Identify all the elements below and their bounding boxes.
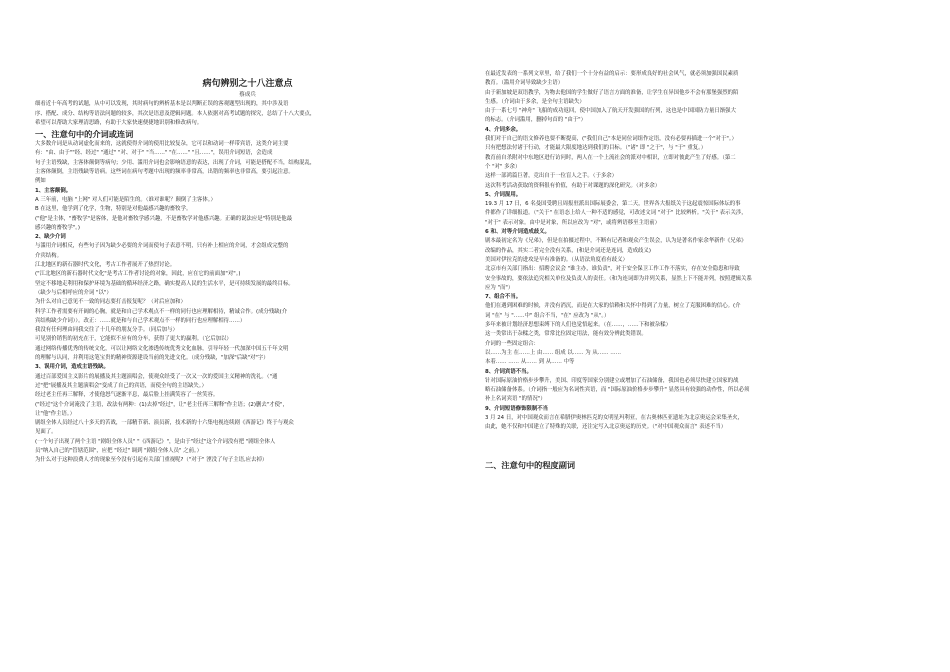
- text-line: 词 "在" 与 "……中" 组合不当，"在" 应改为 "从"。）: [485, 312, 610, 319]
- text-line: 只有把想法付诸于行动，才能最大限度地达到我们的目标。（"诸" 即 "之于"，与 "于" 重复。）: [485, 145, 707, 152]
- text-line: 由于新加坡是双语教学，为物去他国的学生做好了语言方面的准备，让学生在异国他乡不会有那堡强烈的陌: [485, 89, 739, 96]
- text-line: 宾结构缺少介词））。改正：……就是和与自己学术观点不一样的同行也应理解相待……）: [35, 317, 246, 324]
- text-line: ("他"是主体，"畜牧学"是客体，是他对畜牧学感兴趣，不是畜牧学对他感兴趣。正确的说法应是"特别是他最: [35, 215, 293, 222]
- text-line: 改编的作品，其实二者完全没有关系，(和是介词还是连词，造成歧义): [485, 247, 651, 254]
- text-line: 科学工作者需要有开阔的心胸，就是和自己学术观点不一样的同行也应理解相待，精诚合作。(成分残缺(介: [35, 308, 288, 315]
- text-line: 略石油储备体系。（介词指一般应为名词性宾语，而 "国际原油价格步步攀升" 显然具有较强的动作性，所以必须: [485, 387, 750, 394]
- text-line: 经过老主任再三解释，才使他怒气逐渐平息，最后脸上挂满笑容了一丝笑容。: [35, 392, 219, 399]
- text-line: 美国对伊拉克的进攻是早有准备的。（从语法角度看有歧义）: [485, 256, 628, 263]
- text-line: 句子主语残缺，主客体颠倒等病句；少用、滥用介词也会影响语意的表达，出现了介词，可能是搭配不当，结构混乱，: [35, 159, 316, 166]
- subsection-7-body: [485, 302, 908, 367]
- text-line: 教育前自杀附对中东地区进行访问时，两人在一个上流社会的派对中相识，立即对彼此产生了好感。（第二: [485, 154, 736, 161]
- text-line: 剧本最初定名为《兄弟》，但是在拍摄过程中，不断有记者和观众产生误会，认为是著名作家余华新作《兄弟》: [485, 238, 747, 245]
- text-line: ("经过"这个介词淹没了主语，改法有两种：(1)去掉"经过"，让"老主任再三解释"作主语；(2)删去"才使"，: [35, 401, 288, 408]
- text-line: ("江北地区的新石器时代文化"是考古工作者讨论的对象，因此，应在它的前面加"对"。): [35, 271, 241, 278]
- text-line: 大多数介词是从动词虚化而来的，这就使得介词的使用比较复杂，它可以和动词一样带宾语，这类介词主要: [35, 141, 289, 148]
- subheading-4: 4、介词多余。: [485, 126, 522, 133]
- subsection-9-body: [485, 414, 908, 433]
- text-line: B 在这里，他学到了化学，生物，特别是对他最感兴趣的畜牧学。: [35, 206, 192, 213]
- text-line: 针对国际原油价格步步攀升，美国、印度等国家分别建立或增加了石油储备，我国也必须尽快建立国家的战: [485, 377, 739, 384]
- text-line: 这次科考活动获取的资料很有价值，有助于对课题的深化研究。（对多余）: [485, 182, 661, 189]
- text-line: 例如: [35, 178, 46, 185]
- text-line: 为什么对于这种浪费人才的现象至今没有引起有关部门重视呢?（"对于" 湮没了句子主语,应去掉）: [35, 457, 268, 464]
- text-line: 有："由、由于""经、经过" "通过" "对、对于" "当……" "在……" "且……"，误用介词短语，会造成: [35, 150, 273, 157]
- section1-intro: [35, 140, 460, 186]
- text-line: 坚定不移地走利用和保护环境为基础的循环经济之路，确实提高人民的生活水平，是可持续发展的最终目标。: [35, 280, 294, 287]
- text-line: 介词的一些固定组合：: [485, 340, 539, 347]
- subsection-1-body: [35, 196, 460, 233]
- text-line: 件都作了详细报道。（"关于" 在语态上给人一种不适的感觉，可改述文词 "对于" 比较辨析。"关于" 表示关涉，: [485, 210, 747, 217]
- text-line: 多年来被计划经济思想束缚下的人们也觉悟起来。（在……，……下和被杂糅）: [485, 322, 671, 329]
- document-title: 病句辨别之十八注意点: [202, 79, 293, 89]
- text-line: 介宾结构。: [35, 252, 62, 259]
- text-line: 主客体颠倒，主语残缺等语病。这些词在病句考题中出现的频率非常高，出错的频率也非常高，要引起注意。: [35, 169, 294, 176]
- text-line: 感兴趣的畜牧学"。): [35, 224, 81, 231]
- subsection-2-body: [35, 242, 460, 363]
- text-line: 安全事故的，要依法追究相关单位及负责人的责任。（和为连词即为并列关系，显然上下不能并列，按照逻辑关系: [485, 275, 752, 282]
- subsection-4-body: [485, 135, 908, 191]
- text-line: 由于一系七号 "神舟" 飞船的成功返回，使中国加入了航天开发强国的行列，这也是中国国防力量日渐强大: [485, 108, 736, 115]
- right-column: [485, 0, 908, 471]
- subheading-9: 9、介词短语修饰限制不当: [485, 405, 549, 412]
- text-line: 通过网络传播优秀的传统文化，可以让网络文化渗透传统优秀文化血脉，引导年轻一代加深中国五千年文明: [35, 345, 289, 352]
- text-line: 北京市有关部门指出：招聘会议会 "谁主办，谁负责"，对于安全保卫工作工作不落实，存在安全隐患和导致: [485, 266, 740, 273]
- subheading-5: 5、介词混用。: [485, 191, 522, 198]
- text-line: 这样一部鸿篇巨著，竞出自于一位盲人之手。（于多余）: [485, 173, 618, 180]
- text-line: 细看近十年高考的试题，从中可以发现，其时病句的辨析基本是以判断正误的客观题型出现的，其中涉及语: [35, 101, 289, 108]
- text-line: 以……为主 在……上 由…… 组成 以…… 为 从…… ……: [485, 349, 621, 356]
- text-line: 我没有任何理由同我交往了十几年的朋友分手。（同后加与）: [35, 327, 178, 334]
- text-line: 由此，她不仅和中国建立了特殊的关联，还注定写入北京奥运的历史。（"对中国观众而言" 表述不当）: [485, 424, 727, 431]
- subsection-5-body: [485, 200, 908, 228]
- left-column: [35, 0, 460, 466]
- text-line: 过"把"展播及其主题演唱会"变成了自己的宾语，而使全句的主语缺失。）: [35, 382, 207, 389]
- text-line: 可见别价销售的初充在于，它能似不应有的分车，获得了更大的赢利。（它后加以）: [35, 336, 232, 343]
- continued-text: [485, 70, 908, 126]
- section-heading-1: 一、注意句中的介词或连词: [35, 129, 134, 140]
- text-line: 补上名词宾语 "的情况"）: [485, 396, 546, 403]
- text-line: 与滥用介词相反，有些句子因为缺少必要的介词而使句子表意不明，只有补上相应的介词，才会组成完整的: [35, 243, 289, 250]
- subsection-6-body: [485, 237, 908, 293]
- text-line: 我们对于自己的语文修养也要不断提高，("我们自己"本是同位词组作定语，没有必要再插进一个"对于"。）: [485, 136, 737, 143]
- subsection-8-body: [485, 377, 908, 405]
- intro-paragraph: [35, 100, 460, 128]
- text-line: 江北地区的新石器时代文化，考古工作者展开了热烈讨论。: [35, 262, 176, 269]
- text-line: (一个句子出现了两个主语 "剧组全体人员" "《西游记》"，是由于"经过"这个介词没有把 "剧组全体人: [35, 438, 276, 445]
- section-heading-2: 二、注意句中的程度副词: [485, 459, 576, 470]
- text-line: 为什么对自己意见不一致的同志要打击报复呢？（对后应加和）: [35, 299, 186, 306]
- subheading-1: 1、主客颠倒。: [35, 187, 72, 194]
- text-line: 希望可以帮助大家理清思路，有助于大家快速便捷地识别和修改病句。: [35, 119, 203, 126]
- subsection-3-body: [35, 373, 460, 466]
- text-line: 个 "对" 多余）: [485, 163, 521, 170]
- text-line: 教育。（滥用介词导致缺少主语）: [485, 80, 564, 87]
- author: 蔡成兵: [239, 92, 256, 98]
- subheading-3: 3、误用介词，造成主语残缺。: [35, 364, 109, 371]
- text-line: 他们在遇到困难的时候，并没有消沉，而是在大家的信赖和关怀中得到了力量，树立了克服困难的信心。(介: [485, 303, 741, 310]
- text-line: （缺少与后相呼应的介词 "以"）: [35, 289, 112, 296]
- text-line: 应为 "而"）: [485, 284, 514, 291]
- text-line: 这一类常出于杂糅之类，常常比位固定用法，能有效分辨此类错误。: [485, 331, 647, 338]
- text-line: 生感。（介词由于多余，是全句主语缺失）: [485, 98, 585, 105]
- subheading-7: 7、组合不当。: [485, 294, 522, 301]
- subheading-6: 6 和、对等介词造成歧义。: [485, 229, 550, 236]
- text-line: 3 月 24 日，对中国观众而言在希腊伊奥林匹克的女明星玛利亚，在古奥林匹亚遗址为北京奥运会采集圣火，: [485, 414, 744, 421]
- text-line: 序、搭配、成分、结构等语法问题的较多，其次是语意及逻辑问题。本人依据对高考试题的探究，总结了十八大要点，: [35, 110, 316, 117]
- text-line: 的标志。（介词滥用，删掉句首的 "由于"）: [485, 117, 587, 124]
- subheading-8: 8、介词宾语不当。: [485, 368, 532, 375]
- subheading-2: 2、缺少介词: [35, 234, 66, 241]
- text-line: "对于" 表示对象。由中是对象，所以应改为 "对"，或将辨语移至主语前）: [485, 219, 661, 226]
- text-line: 19.3 月 17 日，6 名曼国受聘且周报驻派出国际展委会，第二天，世界各大报纸关于这起震惊国际体坛的事: [485, 201, 741, 208]
- text-line: 通过百部爱国主义影片的展播及其主题演唱会，使观众经受了一次又一次的爱国主义精神的洗礼。（"通: [35, 373, 278, 380]
- text-line: 的理解与认同，并利用这笔宝贵的精神资源建设当前的先进文化。（成分残缺，"加深"后缺"对"字）: [35, 355, 269, 362]
- text-line: 让"他"作主语。）: [35, 410, 75, 417]
- text-line: 在最近发表的一系列文章里，给了我们一个十分有益的启示：要形成良好的社会风气，就必须加强国民素质: [485, 71, 739, 77]
- text-line: 员"纳入自己的"管辖范围"，应把 "经过" 调到 "剧组全体人员" 之前。）: [35, 447, 203, 454]
- text-line: A 三年前，电脑 "上网" 对人们可能是陌生的。（谁对谁呢？颠倒了主客体。）: [35, 196, 216, 203]
- text-line: 见面了。: [35, 429, 57, 436]
- text-line: 剧组全体人员经过八十多天的苦战，一部精节新、演员新，技术新的十六集电视连续剧《西游记》终于与观众: [35, 420, 294, 427]
- text-line: 本着…… …… 从…… 到 从…… 中等: [485, 359, 575, 366]
